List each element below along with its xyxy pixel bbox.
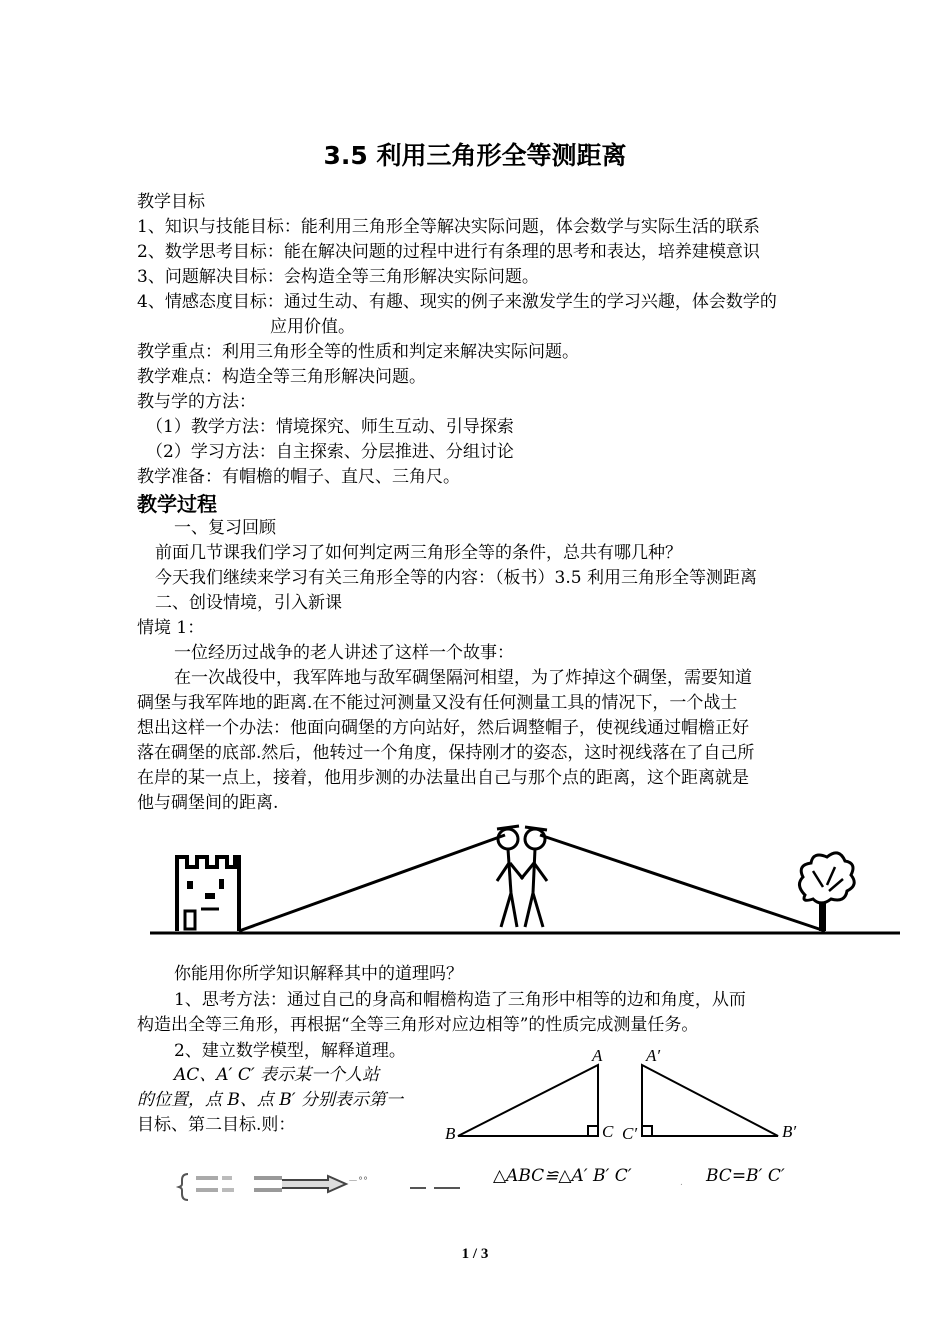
reasoning-arrow-graphic [178,1168,478,1204]
label-b-prime: B′ [782,1122,797,1141]
review-heading: 一、复习回顾 [174,518,276,538]
method-line-1: 1、思考方法：通过自己的身高和帽檐构造了三角形中相等的边和角度，从而 [174,990,746,1010]
story-line-2: 碉堡与我军阵地的距离.在不能过河测量又没有任何测量工具的情况下，一个战士 [137,693,738,713]
congruent-triangles-diagram [440,1045,820,1150]
svg-text:－°°: －°° [348,1176,368,1187]
objective-3: 3、问题解决目标：会构造全等三角形解决实际问题。 [137,267,539,287]
conclusion-equal: BC=B′ C′ [706,1166,785,1186]
scenario-intro: 一位经历过战争的老人讲述了这样一个故事： [174,643,514,663]
story-line-5: 在岸的某一点上，接着，他用步测的办法量出自己与那个点的距离，这个距离就是 [137,768,749,788]
model-line-3: 目标、第二目标.则： [137,1115,296,1135]
preparation: 教学准备：有帽檐的帽子、直尺、三角尺。 [137,467,460,487]
fortress-icon [177,857,239,931]
small-mark: . [680,1178,683,1188]
page-number: 1 / 3 [461,1246,489,1262]
model-line-1: AC、A′ C′ 表示某一个人站 [174,1065,380,1085]
review-text-1: 前面几节课我们学习了如何判定两三角形全等的条件，总共有哪几种？ [155,543,682,563]
sightline-right [540,835,825,931]
methods-heading: 教与学的方法： [137,392,256,412]
page-title: 3.5 利用三角形全等测距离 [323,141,627,170]
method-teaching: （1）教学方法：情境探究、师生互动、引导探索 [146,417,514,437]
model-line-2: 的位置，点 B、点 B′ 分别表示第一 [137,1090,404,1110]
objectives-heading: 教学目标 [137,192,205,212]
label-c-prime: C′ [622,1124,638,1143]
method-line-2: 构造出全等三角形，再根据“全等三角形对应边相等”的性质完成测量任务。 [137,1015,699,1035]
model-heading: 2、建立数学模型，解释道理。 [174,1041,406,1061]
story-line-6: 他与碉堡间的距离. [137,793,279,813]
objective-1: 1、知识与技能目标：能利用三角形全等解决实际问题，体会数学与实际生活的联系 [137,217,760,237]
difficulty: 教学难点：构造全等三角形解决问题。 [137,367,426,387]
sightline-left [239,835,505,931]
story-illustration [145,815,905,945]
process-heading: 教学过程 [137,492,217,516]
question: 你能用你所学知识解释其中的道理吗？ [174,964,463,984]
tree-icon [799,853,854,931]
triangle-a2b2c2 [642,1065,778,1136]
conclusion-congruence: △ABC≌△A′ B′ C′ [493,1166,632,1186]
label-a-prime: A′ [646,1046,661,1065]
scenario-label: 情境 1： [137,618,205,638]
objective-4: 4、情感态度目标：通过生动、有趣、现实的例子来激发学生的学习兴趣，体会数学的 [137,292,777,312]
soldier-figure-front [497,826,523,927]
story-line-4: 落在碉堡的底部.然后，他转过一个角度，保持刚才的姿态，这时视线落在了自己所 [137,743,755,763]
label-c: C [602,1122,614,1141]
triangle-abc [458,1065,598,1136]
label-a: A [592,1046,603,1065]
objective-4-cont: 应用价值。 [270,317,355,337]
scenario-heading: 二、创设情境，引入新课 [155,593,342,613]
soldier-figure-turned [521,827,547,927]
method-learning: （2）学习方法：自主探索、分层推进、分组讨论 [146,442,514,462]
key-point: 教学重点：利用三角形全等的性质和判定来解决实际问题。 [137,342,579,362]
story-line-1: 在一次战役中，我军阵地与敌军碉堡隔河相望，为了炸掉这个碉堡，需要知道 [174,668,752,688]
review-text-2: 今天我们继续来学习有关三角形全等的内容：（板书）3.5 利用三角形全等测距离 [155,568,757,588]
objective-2: 2、数学思考目标：能在解决问题的过程中进行有条理的思考和表达，培养建模意识 [137,242,760,262]
story-line-3: 想出这样一个办法：他面向碉堡的方向站好，然后调整帽子，使视线通过帽檐正好 [137,718,749,738]
label-b: B [445,1124,456,1143]
